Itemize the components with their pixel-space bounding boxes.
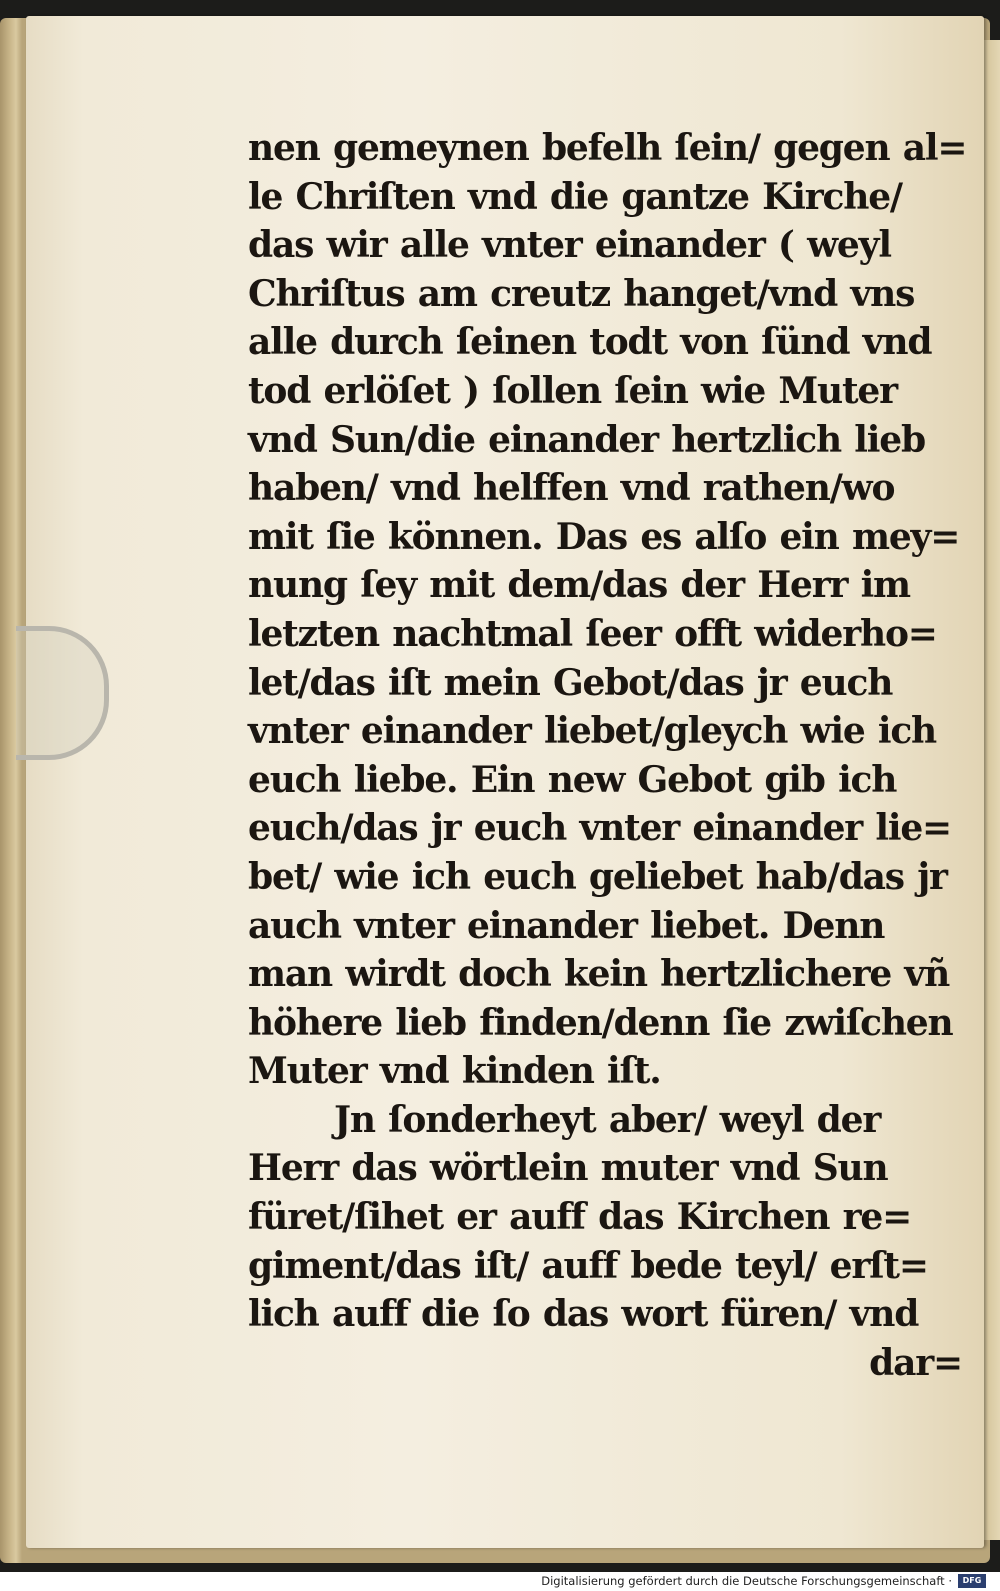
text-line: nung ſey mit dem/das der Herr im [248, 564, 910, 607]
text-line: bet/ wie ich euch geliebet hab/das jr [248, 855, 947, 898]
funding-credit: Digitalisierung gefördert durch die Deutsche Forschungsgemeinschaft · [541, 1574, 952, 1588]
text-line: man wirdt doch kein hertzlichere vñ [248, 953, 950, 996]
text-line: lich auff die ſo das wort füren/ vnd [248, 1293, 919, 1336]
digitization-footer [0, 1572, 1000, 1591]
text-line: alle durch ſeinen todt von ſünd vnd [248, 321, 932, 364]
paragraph-start-line: Jn ſonderheyt aber/ weyl der [334, 1098, 881, 1141]
text-line: füret/ſihet er auff das Kirchen re= [248, 1196, 912, 1239]
dfg-logo: DFG [958, 1574, 986, 1588]
text-line: haben/ vnd helffen vnd rathen/wo [248, 467, 895, 510]
text-line: vnter einander liebet/gleych wie ich [248, 710, 937, 753]
text-line: Chriſtus am creutz hanget/vnd vns [248, 272, 915, 315]
text-line: mit ſie können. Das es alſo ein mey= [248, 515, 960, 558]
text-line: vnd Sun/die einander hertzlich lieb [248, 418, 925, 461]
text-line: tod erlöſet ) ſollen ſein wie Muter [248, 369, 897, 412]
text-line: Herr das wörtlein muter vnd Sun [248, 1147, 888, 1190]
text-line: letzten nachtmal ſeer offt widerho= [248, 612, 937, 655]
text-line: Muter vnd kinden iſt. [248, 1050, 661, 1093]
text-line: giment/das iſt/ auff bede teyl/ erſt= [248, 1244, 928, 1287]
text-line: euch liebe. Ein new Gebot gib ich [248, 758, 897, 801]
blackletter-text-block [248, 124, 976, 1387]
text-line: le Chriſten vnd die gantze Kirche/ [248, 175, 902, 218]
paper-clip [16, 626, 109, 760]
text-line: nen gemeynen befelh ſein/ gegen al= [248, 127, 967, 169]
text-line: euch/das jr euch vnter einander lie= [248, 807, 952, 850]
text-line: auch vnter einander liebet. Denn [248, 904, 885, 947]
catchword: dar= [869, 1341, 962, 1384]
text-line: let/das iſt mein Gebot/das jr euch [248, 661, 893, 704]
text-line: höhere lieb finden/denn ſie zwiſchen [248, 1001, 953, 1044]
text-line: das wir alle vnter einander ( weyl [248, 224, 891, 267]
